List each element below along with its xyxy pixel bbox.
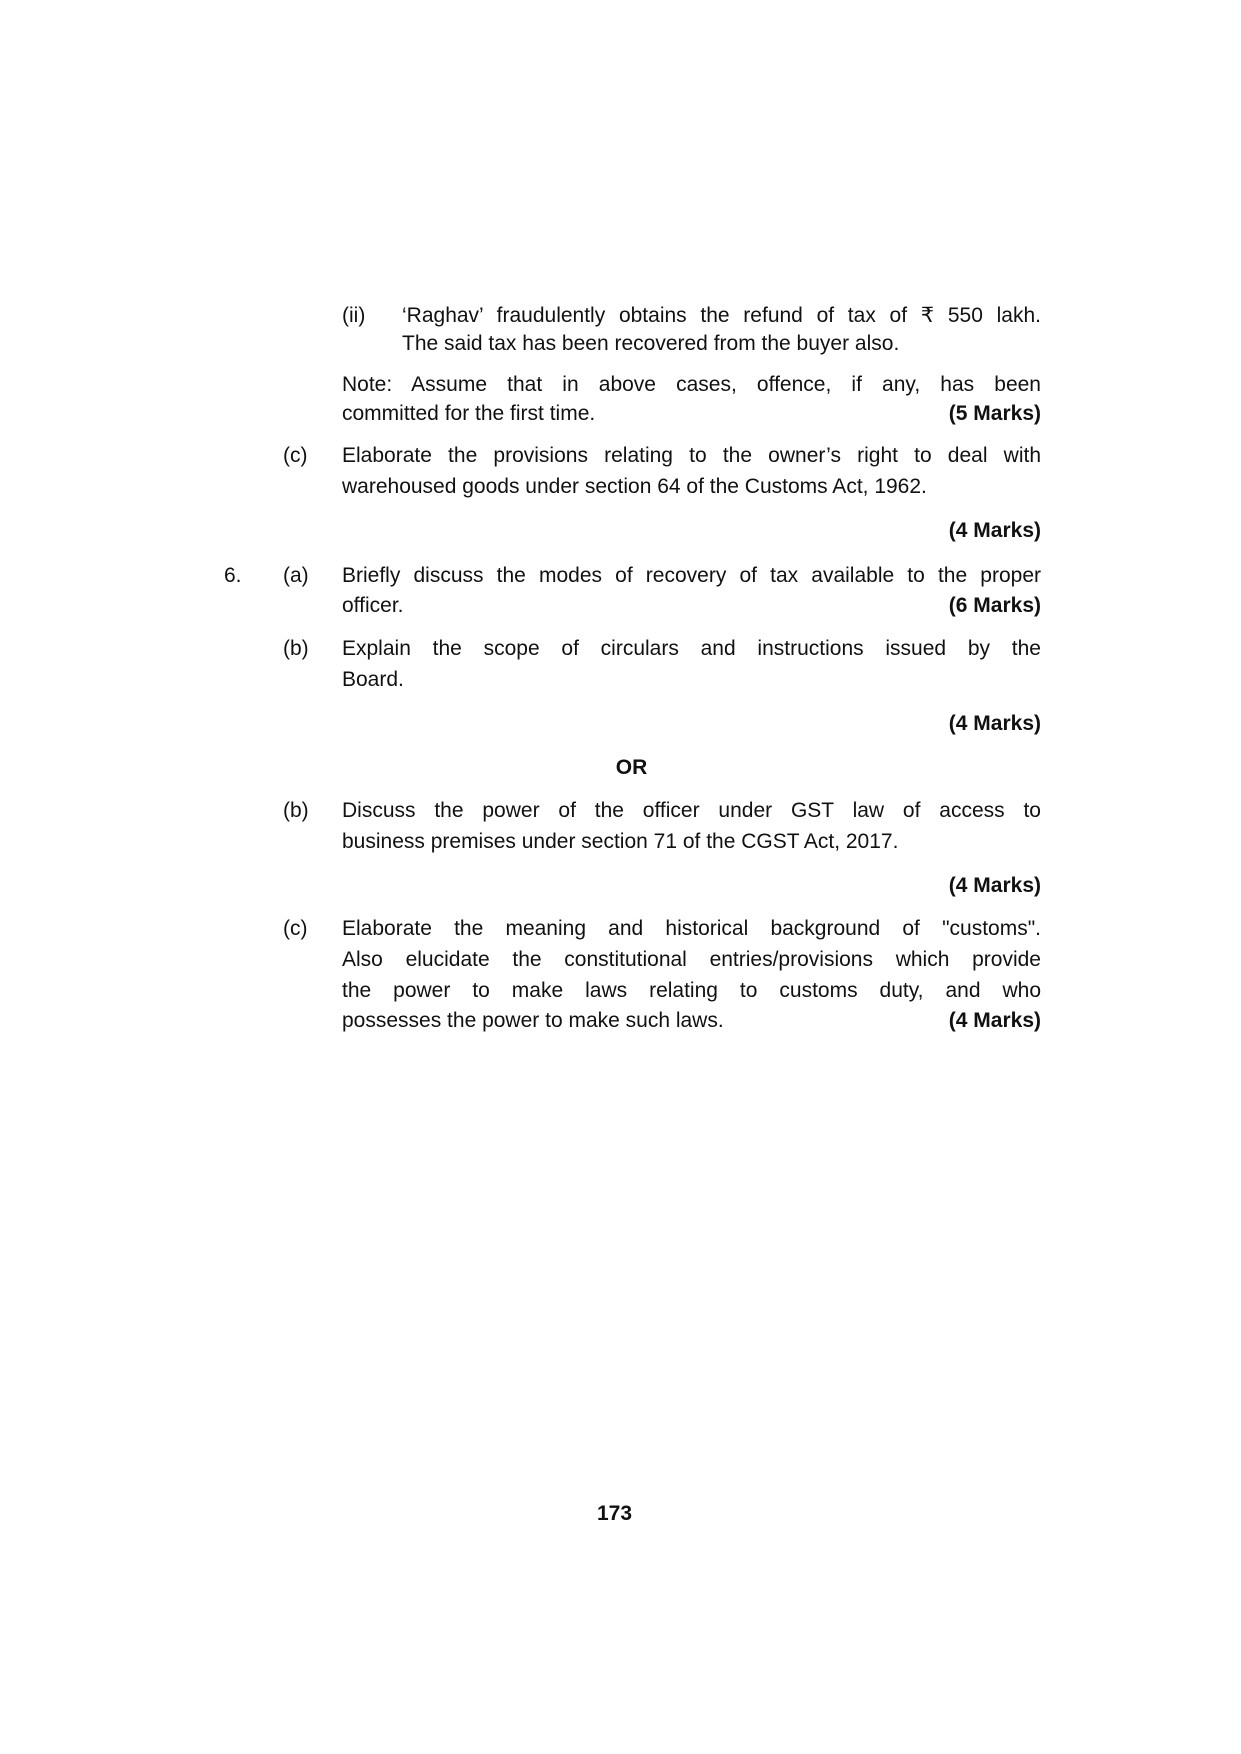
question-text: Elaborate the meaning and historical background of "customs".	[342, 917, 1041, 940]
marks-label: (6 Marks)	[948, 594, 1041, 617]
part-label: (c)	[283, 917, 308, 940]
part-label: (c)	[283, 444, 308, 467]
marks-label: (5 Marks)	[948, 402, 1041, 425]
question-text: Briefly discuss the modes of recovery of tax available to the proper	[342, 564, 1041, 587]
question-text: possesses the power to make such laws.	[342, 1009, 724, 1032]
part-label: (b)	[283, 799, 309, 822]
marks-label: (4 Marks)	[948, 1009, 1041, 1032]
marks-label: (4 Marks)	[948, 519, 1041, 542]
page-number: 173	[596, 1502, 633, 1525]
marks-label: (4 Marks)	[948, 874, 1041, 897]
part-label: (a)	[283, 564, 309, 587]
question-text: Elaborate the provisions relating to the owner’s right to deal with	[342, 444, 1041, 467]
question-text: officer.	[342, 594, 404, 617]
question-text: the power to make laws relating to customs duty, and who	[342, 979, 1041, 1002]
part-label: (b)	[283, 637, 309, 660]
question-text: Discuss the power of the officer under GST law of access to	[342, 799, 1041, 822]
question-text: Explain the scope of circulars and instructions issued by the	[342, 637, 1041, 660]
question-text: business premises under section 71 of the CGST Act, 2017.	[342, 830, 899, 853]
subpart-label: (ii)	[342, 304, 366, 327]
question-text: Also elucidate the constitutional entries/provisions which provide	[342, 948, 1041, 971]
note-text: Note: Assume that in above cases, offence, if any, has been	[342, 373, 1041, 396]
question-number: 6.	[224, 564, 242, 587]
or-separator: OR	[615, 756, 648, 779]
question-text: ‘Raghav’ fraudulently obtains the refund of tax of ₹ 550 lakh.	[402, 304, 1041, 327]
marks-label: (4 Marks)	[948, 712, 1041, 735]
note-text: committed for the first time.	[342, 402, 596, 425]
question-text: The said tax has been recovered from the buyer also.	[402, 332, 900, 355]
question-text: Board.	[342, 668, 404, 691]
question-text: warehoused goods under section 64 of the Customs Act, 1962.	[342, 475, 927, 498]
